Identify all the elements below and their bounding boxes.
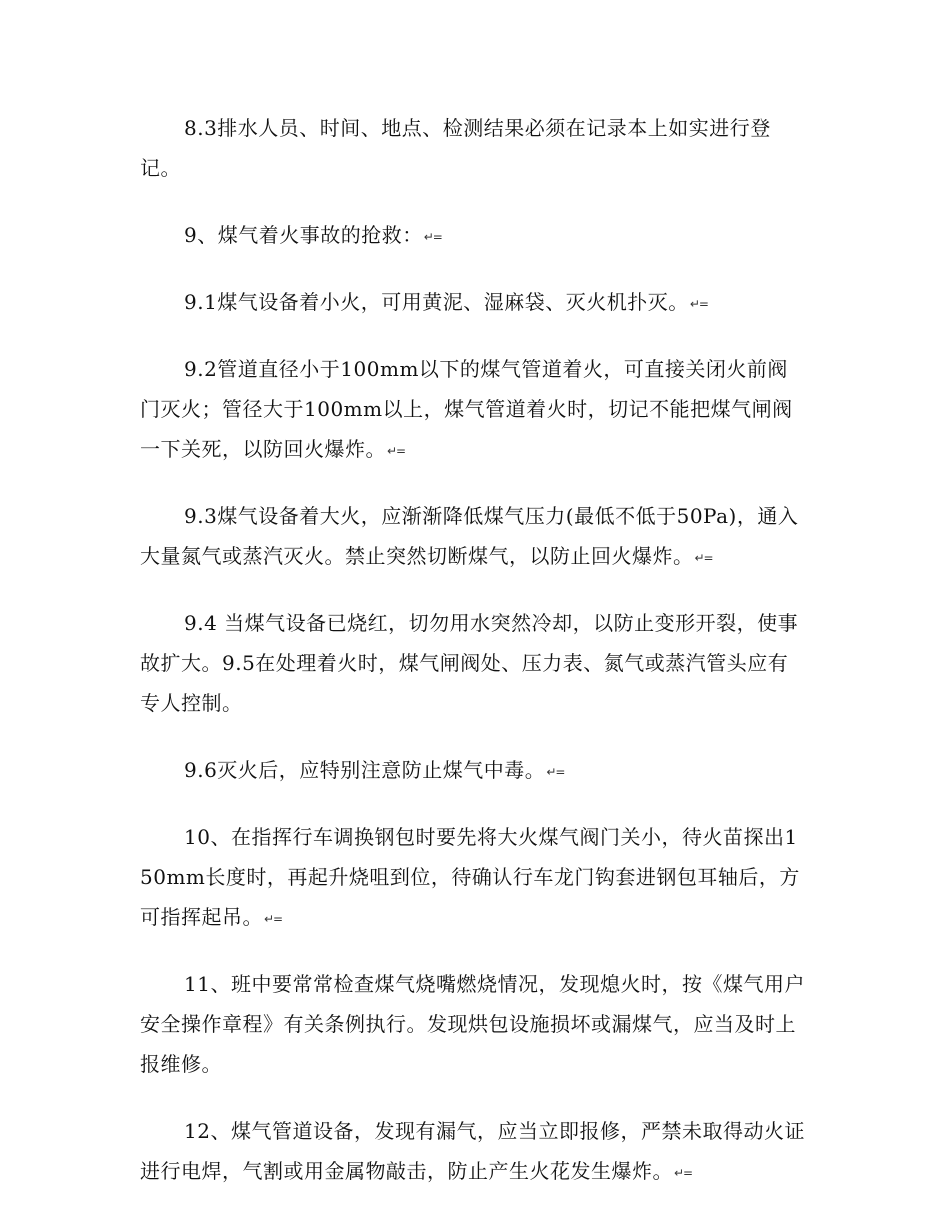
- paragraph-mark-icon: ↵=: [264, 912, 283, 926]
- document-body: [140, 108, 808, 1218]
- paragraph-text: 8.3排水人员、时间、地点、检测结果必须在记录本上如实进行登记。: [140, 116, 771, 180]
- paragraph-mark-icon: ↵=: [674, 1166, 693, 1180]
- paragraph-text: 9.3煤气设备着大火，应渐渐降低煤气压力(最低不低于50Pa)，通入大量氮气或蒸汽灭火。禁止突然切断煤气，以防止回火爆炸。: [140, 504, 799, 568]
- paragraph-text: 9.6灭火后，应特别注意防止煤气中毒。: [184, 758, 546, 782]
- paragraph-mark-icon: ↵=: [423, 230, 442, 244]
- paragraph-12: [140, 1111, 808, 1193]
- paragraph-text: 9.4 当煤气设备已烧红，切勿用水突然冷却，以防止变形开裂，使事故扩大。9.5在处理着火时，煤气闸阀处、压力表、氮气或蒸汽管头应有专人控制。: [140, 611, 799, 715]
- paragraph-mark-icon: ↵=: [694, 551, 713, 565]
- paragraph-mark-icon: ↵=: [546, 765, 565, 779]
- paragraph-mark-icon: ↵=: [689, 297, 708, 311]
- paragraph-9-3: [140, 496, 808, 578]
- paragraph-text: 12、煤气管道设备，发现有漏气，应当立即报修，严禁未取得动火证进行电焊，气割或用金属物敲击，防止产生火花发生爆炸。: [140, 1119, 805, 1183]
- paragraph-text: 9、煤气着火事故的抢救：: [184, 223, 423, 247]
- paragraph-9-2: [140, 349, 808, 471]
- paragraph-text: 9.2管道直径小于100mm以下的煤气管道着火，可直接关闭火前阀门灭火；管径大于100mm以上，煤气管道着火时，切记不能把煤气闸阀一下关死，以防回火爆炸。: [140, 357, 793, 461]
- paragraph-11: [140, 964, 808, 1086]
- paragraph-text: 11、班中要常常检查煤气烧嘴燃烧情况，发现熄火时，按《煤气用户安全操作章程》有关条例执行。发现烘包设施损坏或漏煤气，应当及时上报维修。: [140, 972, 805, 1076]
- paragraph-9-6: [140, 750, 808, 792]
- paragraph-text: 9.1煤气设备着小火，可用黄泥、湿麻袋、灭火机扑灭。: [184, 290, 689, 314]
- paragraph-9-1: [140, 282, 808, 324]
- paragraph-9-heading: [140, 215, 808, 257]
- paragraph-10: [140, 817, 808, 939]
- paragraph-8-3: [140, 108, 808, 190]
- paragraph-text: 10、在指挥行车调换钢包时要先将大火煤气阀门关小，待火苗探出150mm长度时，再起升烧咀到位，待确认行车龙门钩套进钢包耳轴后，方可指挥起吊。: [140, 825, 800, 929]
- paragraph-mark-icon: ↵=: [387, 444, 406, 458]
- paragraph-9-4: [140, 603, 808, 725]
